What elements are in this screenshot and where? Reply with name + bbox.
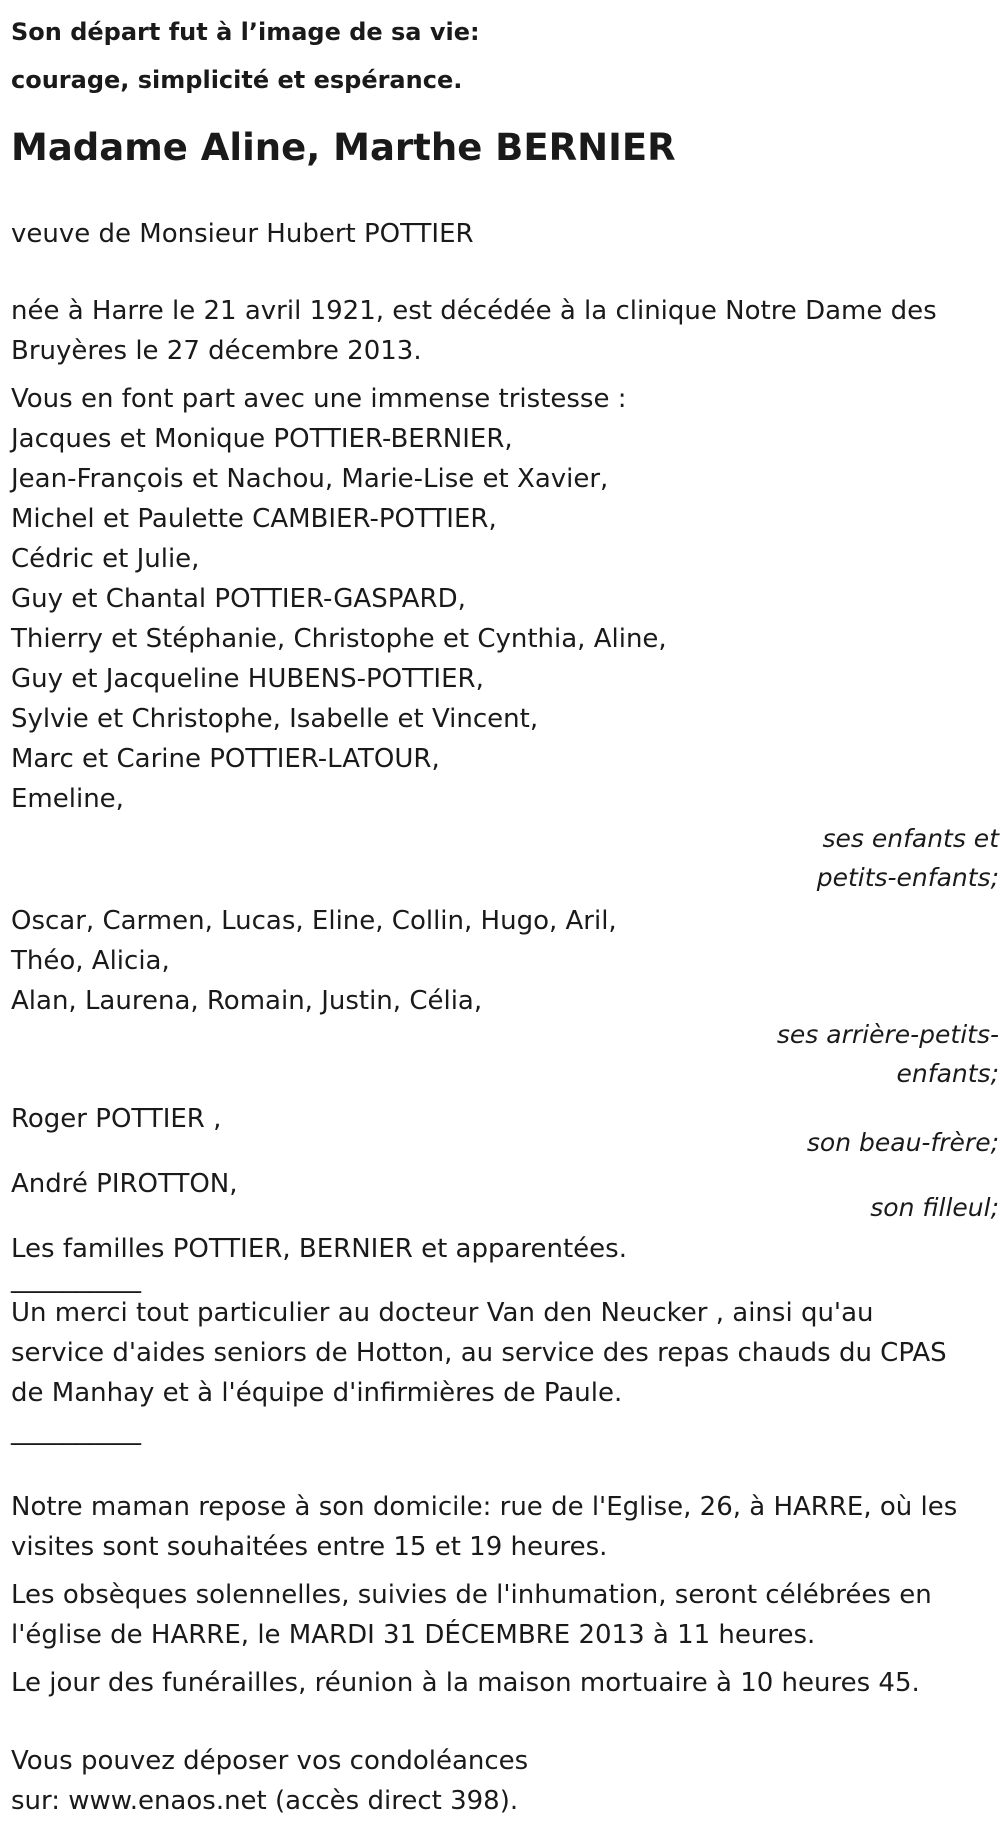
children-relation-line-2: petits-enfants; bbox=[816, 863, 999, 892]
motto bbox=[11, 8, 991, 104]
thanks-line-1: Un merci tout particulier au docteur Van den Neucker , ainsi qu'au bbox=[11, 1298, 874, 1328]
funeral-line-1: Les obsèques solennelles, suivies de l'inhumation, seront célébrées en bbox=[11, 1580, 932, 1610]
repose-paragraph bbox=[11, 1487, 991, 1567]
birth-death-line-2: Bruyères le 27 décembre 2013. bbox=[11, 336, 422, 366]
condolences-line-2: sur: www.enaos.net (accès direct 398). bbox=[11, 1786, 519, 1816]
condolences-line-1: Vous pouvez déposer vos condoléances bbox=[11, 1746, 529, 1776]
great-grandchildren-line: Oscar, Carmen, Lucas, Eline, Collin, Hugo, Aril, bbox=[11, 906, 617, 936]
funeral-paragraph bbox=[11, 1575, 991, 1655]
thanks-line-3: de Manhay et à l'équipe d'infirmières de Paule. bbox=[11, 1378, 623, 1408]
children-line: Sylvie et Christophe, Isabelle et Vincent, bbox=[11, 704, 539, 734]
children-line: Guy et Chantal POTTIER-GASPARD, bbox=[11, 584, 466, 614]
children-line: Guy et Jacqueline HUBENS-POTTIER, bbox=[11, 664, 484, 694]
condolences-paragraph bbox=[11, 1741, 991, 1821]
separator-2: __________ bbox=[11, 1416, 141, 1446]
children-line: Jean-François et Nachou, Marie-Lise et Xavier, bbox=[11, 464, 609, 494]
godson-name: André PIROTTON, bbox=[11, 1169, 238, 1199]
children-line: Marc et Carine POTTIER-LATOUR, bbox=[11, 744, 440, 774]
repose-line-2: visites sont souhaitées entre 15 et 19 heures. bbox=[11, 1532, 608, 1562]
funeral-line-2: l'église de HARRE, le MARDI 31 DÉCEMBRE 2013 à 11 heures. bbox=[11, 1620, 816, 1650]
birth-death-info bbox=[11, 291, 991, 371]
great-grandchildren-relation-line-2: enfants; bbox=[896, 1059, 999, 1088]
great-grandchildren-line: Alan, Laurena, Romain, Justin, Célia, bbox=[11, 986, 483, 1016]
great-grandchildren-relation-line-1: ses arrière-petits- bbox=[776, 1020, 999, 1049]
motto-line-1: Son départ fut à l’image de sa vie: bbox=[11, 18, 480, 46]
children-relation-line-1: ses enfants et bbox=[822, 824, 999, 853]
great-grandchildren-line: Théo, Alicia, bbox=[11, 946, 170, 976]
birth-death-line-1: née à Harre le 21 avril 1921, est décédée à la clinique Notre Dame des bbox=[11, 296, 937, 326]
thanks-paragraph bbox=[11, 1293, 991, 1413]
children-line: Michel et Paulette CAMBIER-POTTIER, bbox=[11, 504, 497, 534]
repose-line-1: Notre maman repose à son domicile: rue de l'Eglise, 26, à HARRE, où les bbox=[11, 1492, 958, 1522]
great-grandchildren-list bbox=[11, 901, 991, 1021]
motto-line-2: courage, simplicité et espérance. bbox=[11, 66, 463, 94]
announce-intro: Vous en font part avec une immense tristesse : bbox=[11, 384, 627, 414]
obituary-notice bbox=[11, 8, 999, 1821]
great-grandchildren-relation bbox=[11, 1015, 999, 1093]
children-line: Cédric et Julie, bbox=[11, 544, 200, 574]
separator-1: __________ bbox=[11, 1264, 141, 1294]
brother-in-law-name: Roger POTTIER , bbox=[11, 1104, 222, 1134]
godson-relation: son filleul; bbox=[870, 1193, 999, 1222]
children-line: Jacques et Monique POTTIER-BERNIER, bbox=[11, 424, 513, 454]
thanks-line-2: service d'aides seniors de Hotton, au service des repas chauds du CPAS bbox=[11, 1338, 947, 1368]
gathering-line: Le jour des funérailles, réunion à la maison mortuaire à 10 heures 45. bbox=[11, 1668, 920, 1698]
widow-of: veuve de Monsieur Hubert POTTIER bbox=[11, 219, 474, 249]
deceased-name: Madame Aline, Marthe BERNIER bbox=[11, 126, 676, 169]
children-list bbox=[11, 419, 991, 819]
children-relation bbox=[11, 819, 999, 897]
families-line: Les familles POTTIER, BERNIER et apparentées. bbox=[11, 1234, 627, 1264]
brother-in-law-relation: son beau-frère; bbox=[806, 1128, 999, 1157]
children-line: Thierry et Stéphanie, Christophe et Cynthia, Aline, bbox=[11, 624, 667, 654]
children-line: Emeline, bbox=[11, 784, 124, 814]
